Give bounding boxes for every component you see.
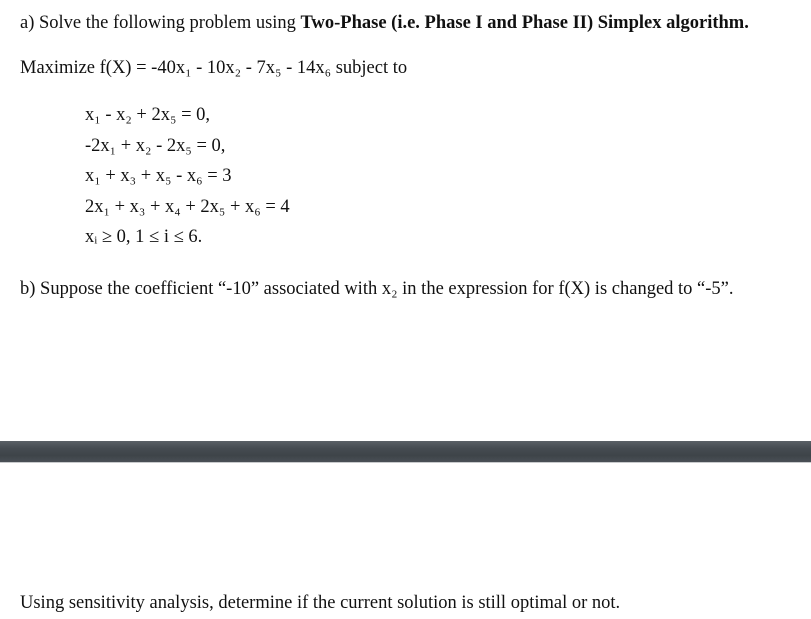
question-a-method: Two-Phase (i.e. Phase I and Phase II) Simplex algorithm [300,13,745,33]
question-b: b) Suppose the coefficient “-10” associated with x₂ in the expression for f(X) is changed to “-5”. [20,279,734,299]
question-a [20,11,749,35]
constraint-2: -2x₁ + x₂ - 2x₅ = 0, [85,135,226,156]
question-a-prefix: a) Solve the following problem using [20,13,301,33]
constraint-1: x₁ - x₂ + 2x₅ = 0, [85,105,211,125]
constraint-list [85,103,290,256]
objective-function: Maximize f(X) = -40x₁ - 10x₂ - 7x₅ - 14x₆ subject to [20,58,408,78]
question-b-task: Using sensitivity analysis, determine if the current solution is still optimal or not. [20,593,621,613]
nonnegativity-constraint: xᵢ ≥ 0, 1 ≤ i ≤ 6. [85,227,203,247]
constraint-4: 2x₁ + x₃ + x₄ + 2x₅ + x₆ = 4 [85,196,290,217]
page-separator-bar [0,441,811,462]
constraint-3: x₁ + x₃ + x₅ - x₆ = 3 [85,166,232,186]
question-a-suffix: . [744,13,749,33]
